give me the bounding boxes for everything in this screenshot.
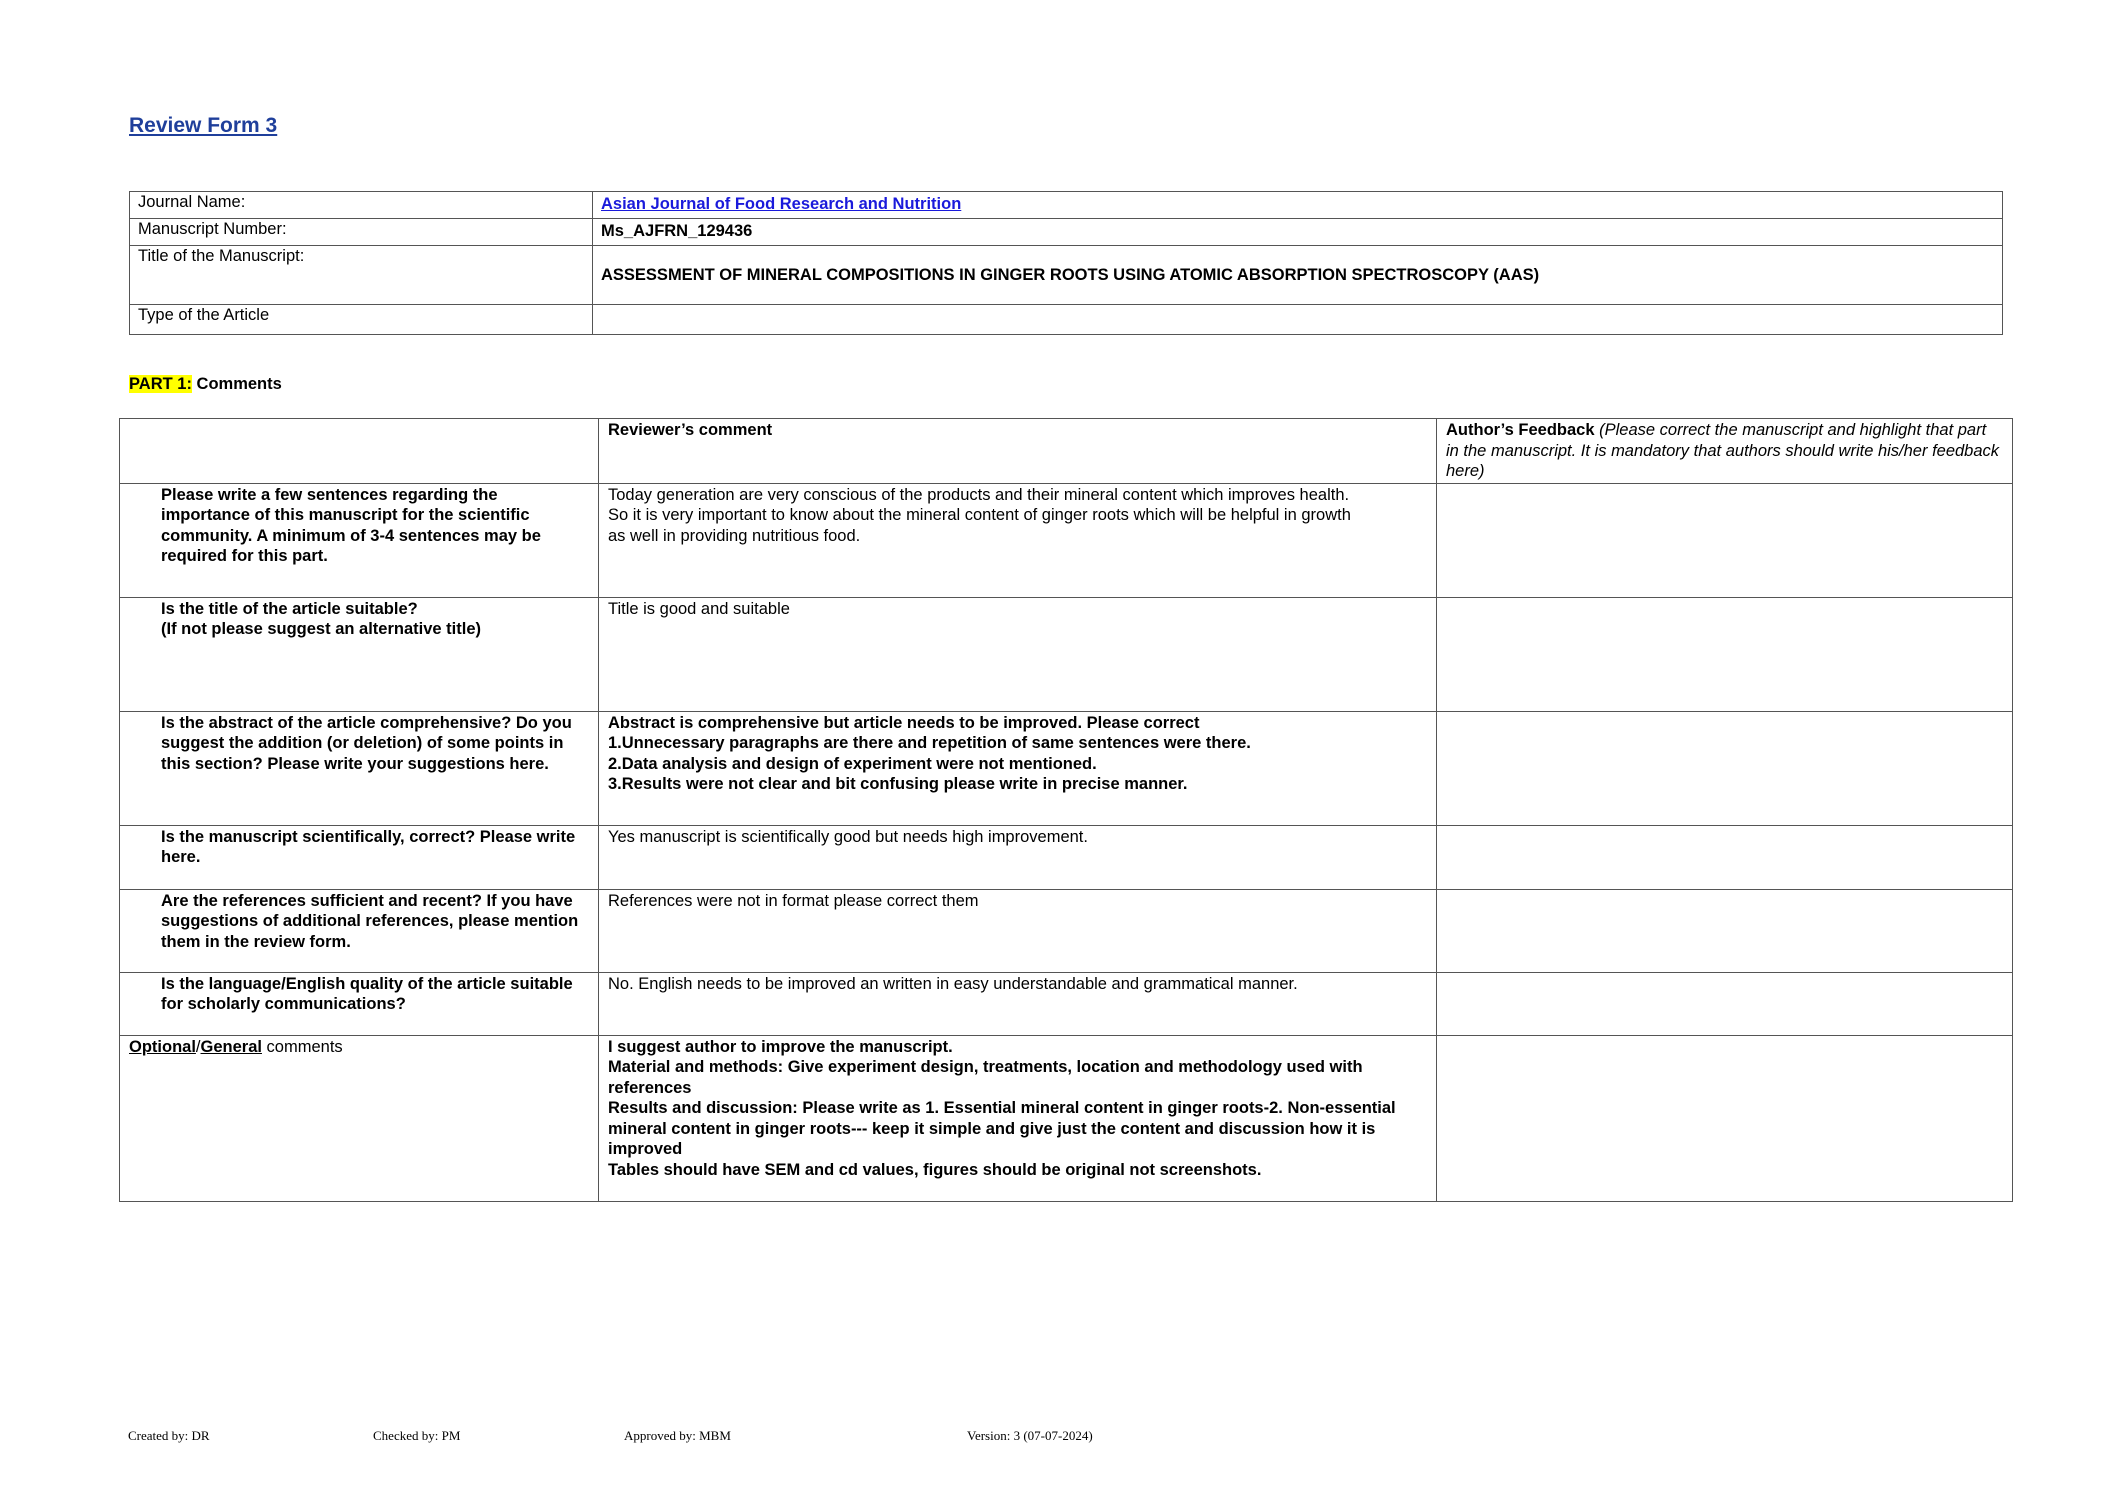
footer-approved: Approved by: MBM: [624, 1428, 731, 1443]
table-row: [120, 889, 2013, 972]
author-feedback-cell[interactable]: [1437, 1035, 2013, 1201]
reviewer-comment: Yes manuscript is scientifically good but needs high improvement.: [599, 825, 1437, 889]
article-type-label: Type of the Article: [130, 305, 593, 335]
reviewer-comment: References were not in format please correct them: [599, 889, 1437, 972]
journal-link[interactable]: Asian Journal of Food Research and Nutrition: [601, 195, 962, 213]
table-row: [120, 711, 2013, 825]
author-feedback-cell[interactable]: [1437, 711, 2013, 825]
table-row: [120, 972, 2013, 1035]
manuscript-title-value: ASSESSMENT OF MINERAL COMPOSITIONS IN GINGER ROOTS USING ATOMIC ABSORPTION SPECTROSCOPY (AAS): [593, 246, 2003, 305]
question: Is the manuscript scientifically, correct? Please write here.: [120, 825, 599, 889]
optional-comments-row: [120, 1035, 2013, 1201]
question: Are the references sufficient and recent? If you have suggestions of additional references, please mention them in the review form.: [120, 889, 599, 972]
author-feedback-cell[interactable]: [1437, 889, 2013, 972]
manuscript-number-label: Manuscript Number:: [130, 219, 593, 246]
comments-table: [119, 418, 2013, 1202]
table-header-row: [120, 419, 2013, 484]
author-feedback-cell[interactable]: [1437, 825, 2013, 889]
question: Is the language/English quality of the article suitable for scholarly communications?: [120, 972, 599, 1035]
page-title[interactable]: Review Form 3: [129, 114, 278, 137]
author-feedback-cell[interactable]: [1437, 972, 2013, 1035]
table-row: [120, 825, 2013, 889]
part1-label: PART 1:: [129, 375, 192, 393]
title-label: Title of the Manuscript:: [130, 246, 593, 305]
reviewer-comment: No. English needs to be improved an written in easy understandable and grammatical manner.: [599, 972, 1437, 1035]
footer-version: Version: 3 (07-07-2024): [967, 1428, 1093, 1443]
author-feedback-cell[interactable]: [1437, 483, 2013, 597]
table-row: [120, 597, 2013, 711]
journal-label: Journal Name:: [130, 192, 593, 219]
part1-heading: [129, 375, 282, 394]
reviewer-comment: Today generation are very conscious of the products and their mineral content which improves health. So it is very important to know about the mineral content of ginger roots which will be helpful in growth as well in providing nutritious food.: [599, 483, 1437, 597]
part1-title: Comments: [196, 375, 282, 393]
footer-created: Created by: DR: [128, 1428, 210, 1443]
optional-comments: I suggest author to improve the manuscript. Material and methods: Give experiment design, treatments, location and methodology used with references Results and discussion: Please write as 1. Essential mineral content in ginger roots-2. Non-essential mineral content in ginger roots--- keep it simple and give just the content and discussion how it is improved Tables should have SEM and cd values, figures should be original not screenshots.: [599, 1035, 1437, 1201]
question: Is the title of the article suitable? (If not please suggest an alternative title): [120, 597, 599, 711]
author-feedback-header: Author’s Feedback (Please correct the manuscript and highlight that part in the manuscript. It is mandatory that authors should write his/her feedback here): [1437, 419, 2013, 484]
question: Is the abstract of the article comprehensive? Do you suggest the addition (or deletion) of some points in this section? Please write your suggestions here.: [120, 711, 599, 825]
reviewer-comment: Title is good and suitable: [599, 597, 1437, 711]
reviewer-comment-header: Reviewer’s comment: [599, 419, 1437, 484]
manuscript-info-table: [129, 191, 2003, 335]
article-type-value[interactable]: [593, 305, 2003, 335]
table-row: [120, 483, 2013, 597]
optional-comments-label: Optional/General comments: [120, 1035, 599, 1201]
footer-checked: Checked by: PM: [373, 1428, 461, 1443]
manuscript-number-value: Ms_AJFRN_129436: [593, 219, 2003, 246]
question: Please write a few sentences regarding the importance of this manuscript for the scientific community. A minimum of 3-4 sentences may be required for this part.: [120, 483, 599, 597]
reviewer-comment: Abstract is comprehensive but article needs to be improved. Please correct 1.Unnecessary paragraphs are there and repetition of same sentences were there. 2.Data analysis and design of experiment were not mentioned. 3.Results were not clear and bit confusing please write in precise manner.: [599, 711, 1437, 825]
author-feedback-cell[interactable]: [1437, 597, 2013, 711]
